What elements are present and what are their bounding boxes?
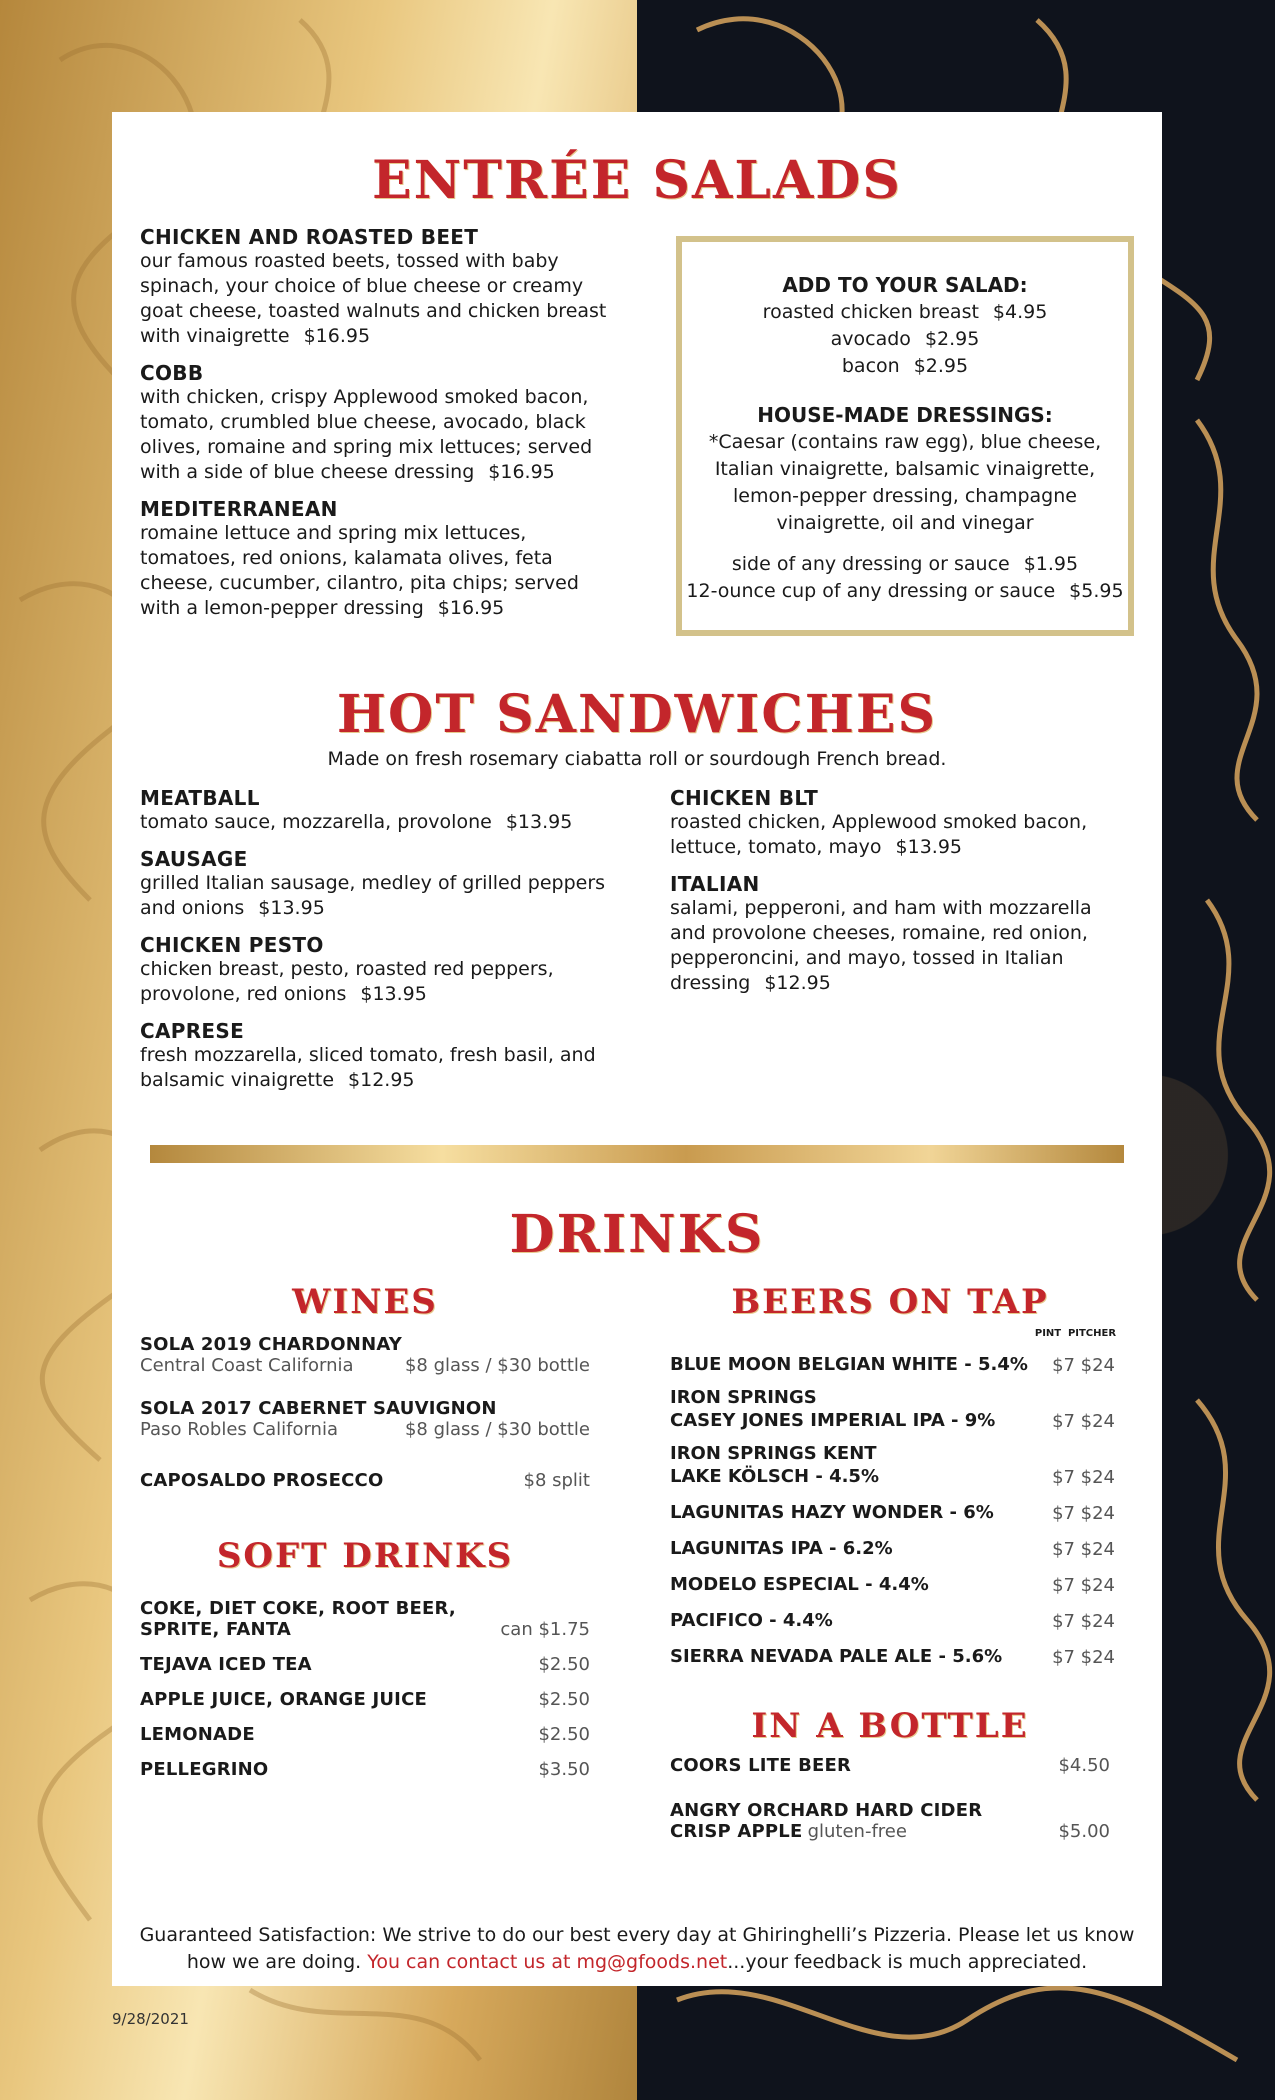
- sandwich-item: [140, 933, 620, 1007]
- dressings-line: Italian vinaigrette, balsamic vinaigrette,: [714, 458, 1096, 480]
- beer-name: BLUE MOON BELGIAN WHITE - 5.4%: [670, 1354, 1028, 1375]
- sandwiches-left-column: [140, 786, 620, 1093]
- beer-name: IRON SPRINGS CASEY JONES IMPERIAL IPA - 9%: [670, 1387, 996, 1431]
- bottle-name: COORS LITE BEER: [670, 1755, 852, 1776]
- sandwich-name: CHICKEN PESTO: [140, 933, 324, 957]
- beer-pint-price: $7: [1052, 1503, 1075, 1524]
- soft-drinks-title: SOFT DRINKS: [216, 1536, 514, 1576]
- bottle-item: [670, 1755, 1110, 1776]
- beers-list: [670, 1340, 1130, 1668]
- wine-price: $8 split: [523, 1470, 590, 1491]
- wine-region: Paso Robles California: [140, 1419, 338, 1440]
- dressings-line: *Caesar (contains raw egg), blue cheese,: [708, 431, 1102, 453]
- beer-pitcher-price: $24: [1080, 1647, 1115, 1668]
- sandwich-desc: tomato sauce, mozzarella, provolone $13.95: [140, 811, 573, 833]
- soft-drink-item: [140, 1654, 590, 1675]
- sandwich-item: [670, 872, 1110, 996]
- soft-drink-item: [140, 1724, 590, 1745]
- salad-desc: romaine lettuce and spring mix lettuces, tomatoes, red onions, kalamata olives, feta cheese, cucumber, cilantro, pita chips; served with a lemon-pepper dressing $16.95: [140, 522, 579, 619]
- pint-label: PINT: [1034, 1328, 1062, 1339]
- bottle-name: ANGRY ORCHARD HARD CIDER: [670, 1800, 983, 1821]
- sandwich-desc: roasted chicken, Applewood smoked bacon, lettuce, tomato, mayo $13.95: [670, 811, 1088, 858]
- wine-name: SOLA 2017 CABERNET SAUVIGNON: [140, 1398, 497, 1419]
- salad-name: CHICKEN AND ROASTED BEET: [140, 225, 479, 249]
- beer-pint-price: $7: [1052, 1647, 1075, 1668]
- gold-divider: [150, 1145, 1124, 1163]
- salads-title: ENTRÉE SALADS: [372, 150, 902, 211]
- salad-item: [140, 497, 610, 621]
- sandwiches-right-column: [670, 786, 1110, 996]
- beer-pint-price: $7: [1052, 1575, 1075, 1596]
- wine-name: SOLA 2019 CHARDONNAY: [140, 1334, 402, 1355]
- beer-pitcher-price: $24: [1080, 1503, 1115, 1524]
- drinks-title: DRINKS: [509, 1204, 765, 1265]
- beer-name: LAGUNITAS IPA - 6.2%: [670, 1538, 893, 1559]
- beer-pitcher-price: $24: [1080, 1411, 1115, 1432]
- beer-item: [670, 1524, 1130, 1560]
- cup-dressing: 12-ounce cup of any dressing or sauce $5.95: [686, 580, 1124, 602]
- beer-pitcher-price: $24: [1080, 1611, 1115, 1632]
- side-dressing: side of any dressing or sauce $1.95: [731, 553, 1079, 575]
- sandwich-item: [670, 786, 1110, 860]
- beer-name: MODELO ESPECIAL - 4.4%: [670, 1574, 929, 1595]
- salads-list: [140, 225, 610, 621]
- sandwich-name: CHICKEN BLT: [670, 786, 819, 810]
- contact-link[interactable]: You can contact us at mg@gfoods.net: [367, 1951, 728, 1973]
- sandwich-item: [140, 847, 620, 921]
- salad-name: COBB: [140, 361, 204, 385]
- sandwich-name: MEATBALL: [140, 786, 260, 810]
- wine-item: [140, 1398, 590, 1440]
- soft-drink-price: $2.50: [538, 1724, 590, 1745]
- beer-pitcher-price: $24: [1080, 1539, 1115, 1560]
- sandwiches-title: HOT SANDWICHES: [336, 684, 938, 745]
- add-item: avocado $2.95: [830, 328, 980, 350]
- wine-item: [140, 1334, 590, 1376]
- beer-item: [670, 1376, 1130, 1432]
- bottle-item: [670, 1800, 1110, 1842]
- footer-line-2: how we are doing. You can contact us at mg@gfoods.net...your feedback is much appreciated.: [186, 1951, 1088, 1973]
- beers-on-tap-title: BEERS ON TAP: [731, 1282, 1049, 1322]
- beer-item: [670, 1596, 1130, 1632]
- wines-title: WINES: [292, 1282, 438, 1322]
- sandwich-name: ITALIAN: [670, 872, 760, 896]
- beer-name: PACIFICO - 4.4%: [670, 1610, 833, 1631]
- wines-list: [140, 1334, 590, 1491]
- dressings-line: vinaigrette, oil and vinegar: [776, 512, 1034, 534]
- beer-item: [670, 1340, 1130, 1376]
- sandwich-desc: fresh mozzarella, sliced tomato, fresh basil, and balsamic vinaigrette $12.95: [140, 1044, 596, 1091]
- soft-drink-price: can $1.75: [500, 1619, 590, 1640]
- soft-drink-price: $2.50: [538, 1654, 590, 1675]
- salad-desc: our famous roasted beets, tossed with baby spinach, your choice of blue cheese or creamy goat cheese, toasted walnuts and chicken breast with vinaigrette $16.95: [140, 250, 607, 347]
- bottle-name-2: CRISP APPLE: [670, 1821, 803, 1842]
- sandwich-desc: chicken breast, pesto, roasted red peppers, provolone, red onions $13.95: [140, 958, 554, 1005]
- sandwich-desc: grilled Italian sausage, medley of grilled peppers and onions $13.95: [140, 872, 606, 919]
- soft-drinks-list: [140, 1598, 590, 1780]
- beer-item: [670, 1432, 1130, 1488]
- add-to-salad-box: [676, 236, 1134, 636]
- soft-drink-item: [140, 1598, 590, 1640]
- soft-drink-item: [140, 1689, 590, 1710]
- bottles-list: [670, 1755, 1110, 1842]
- bottle-price: $5.00: [1058, 1821, 1110, 1842]
- footer-note: [132, 1922, 1142, 1976]
- beer-pint-price: $7: [1052, 1411, 1075, 1432]
- beer-column-headers: [1032, 1328, 1127, 1339]
- beer-pint-price: $7: [1052, 1539, 1075, 1560]
- beer-pint-price: $7: [1052, 1355, 1075, 1376]
- sandwich-name: SAUSAGE: [140, 847, 248, 871]
- soft-drink-name: COKE, DIET COKE, ROOT BEER,: [140, 1598, 456, 1619]
- soft-drink-name: LEMONADE: [140, 1724, 255, 1745]
- sandwich-item: [140, 1019, 620, 1093]
- beer-name: IRON SPRINGS KENT LAKE KÖLSCH - 4.5%: [670, 1443, 879, 1487]
- dressings-title: HOUSE-MADE DRESSINGS:: [757, 403, 1053, 427]
- in-a-bottle-title: IN A BOTTLE: [751, 1706, 1029, 1746]
- sandwich-item: [140, 786, 620, 835]
- soft-drink-name: TEJAVA ICED TEA: [140, 1654, 312, 1675]
- beer-pitcher-price: $24: [1080, 1355, 1115, 1376]
- menu-card: [112, 112, 1162, 1986]
- bottle-note: gluten-free: [807, 1821, 907, 1842]
- add-title: ADD TO YOUR SALAD:: [782, 273, 1028, 297]
- dressings-line: lemon-pepper dressing, champagne: [733, 485, 1077, 507]
- wine-price: $8 glass / $30 bottle: [404, 1355, 590, 1376]
- beer-item: [670, 1488, 1130, 1524]
- soft-drink-name: APPLE JUICE, ORANGE JUICE: [140, 1689, 427, 1710]
- wine-name: CAPOSALDO PROSECCO: [140, 1470, 384, 1491]
- beer-name: SIERRA NEVADA PALE ALE - 5.6%: [670, 1646, 1003, 1667]
- add-item: bacon $2.95: [841, 355, 969, 377]
- print-date: 9/28/2021: [112, 2010, 189, 2028]
- beer-pitcher-price: $24: [1080, 1575, 1115, 1596]
- wine-region: Central Coast California: [140, 1355, 354, 1376]
- bottle-price: $4.50: [1058, 1755, 1110, 1776]
- soft-drink-item: [140, 1759, 590, 1780]
- wine-price: $8 glass / $30 bottle: [404, 1419, 590, 1440]
- add-item: roasted chicken breast $4.95: [762, 301, 1048, 323]
- pitcher-label: PITCHER: [1067, 1328, 1117, 1339]
- beer-pint-price: $7: [1052, 1611, 1075, 1632]
- soft-drink-price: $3.50: [538, 1759, 590, 1780]
- beer-pint-price: $7: [1052, 1467, 1075, 1488]
- salad-desc: with chicken, crispy Applewood smoked bacon, tomato, crumbled blue cheese, avocado, black olives, romaine and spring mix lettuces; served with a side of blue cheese dressing $16.95: [140, 386, 593, 483]
- sandwich-desc: salami, pepperoni, and ham with mozzarella and provolone cheeses, romaine, red onion, pepperoncini, and mayo, tossed in Italian dressing $12.95: [670, 897, 1092, 994]
- sandwich-name: CAPRESE: [140, 1019, 245, 1043]
- beer-item: [670, 1560, 1130, 1596]
- salad-item: [140, 361, 610, 485]
- soft-drink-name-2: SPRITE, FANTA: [140, 1619, 292, 1640]
- beer-name: LAGUNITAS HAZY WONDER - 6%: [670, 1502, 994, 1523]
- wine-item: [140, 1470, 590, 1491]
- footer-line-1: Guaranteed Satisfaction: We strive to do our best every day at Ghiringhelli’s Pizzeria. Please let us know: [139, 1924, 1135, 1946]
- beer-item: [670, 1632, 1130, 1668]
- beer-pitcher-price: $24: [1080, 1467, 1115, 1488]
- salad-item: [140, 225, 610, 349]
- sandwiches-subtitle: Made on fresh rosemary ciabatta roll or sourdough French bread.: [327, 748, 947, 770]
- salad-name: MEDITERRANEAN: [140, 497, 338, 521]
- soft-drink-name: PELLEGRINO: [140, 1759, 269, 1780]
- soft-drink-price: $2.50: [538, 1689, 590, 1710]
